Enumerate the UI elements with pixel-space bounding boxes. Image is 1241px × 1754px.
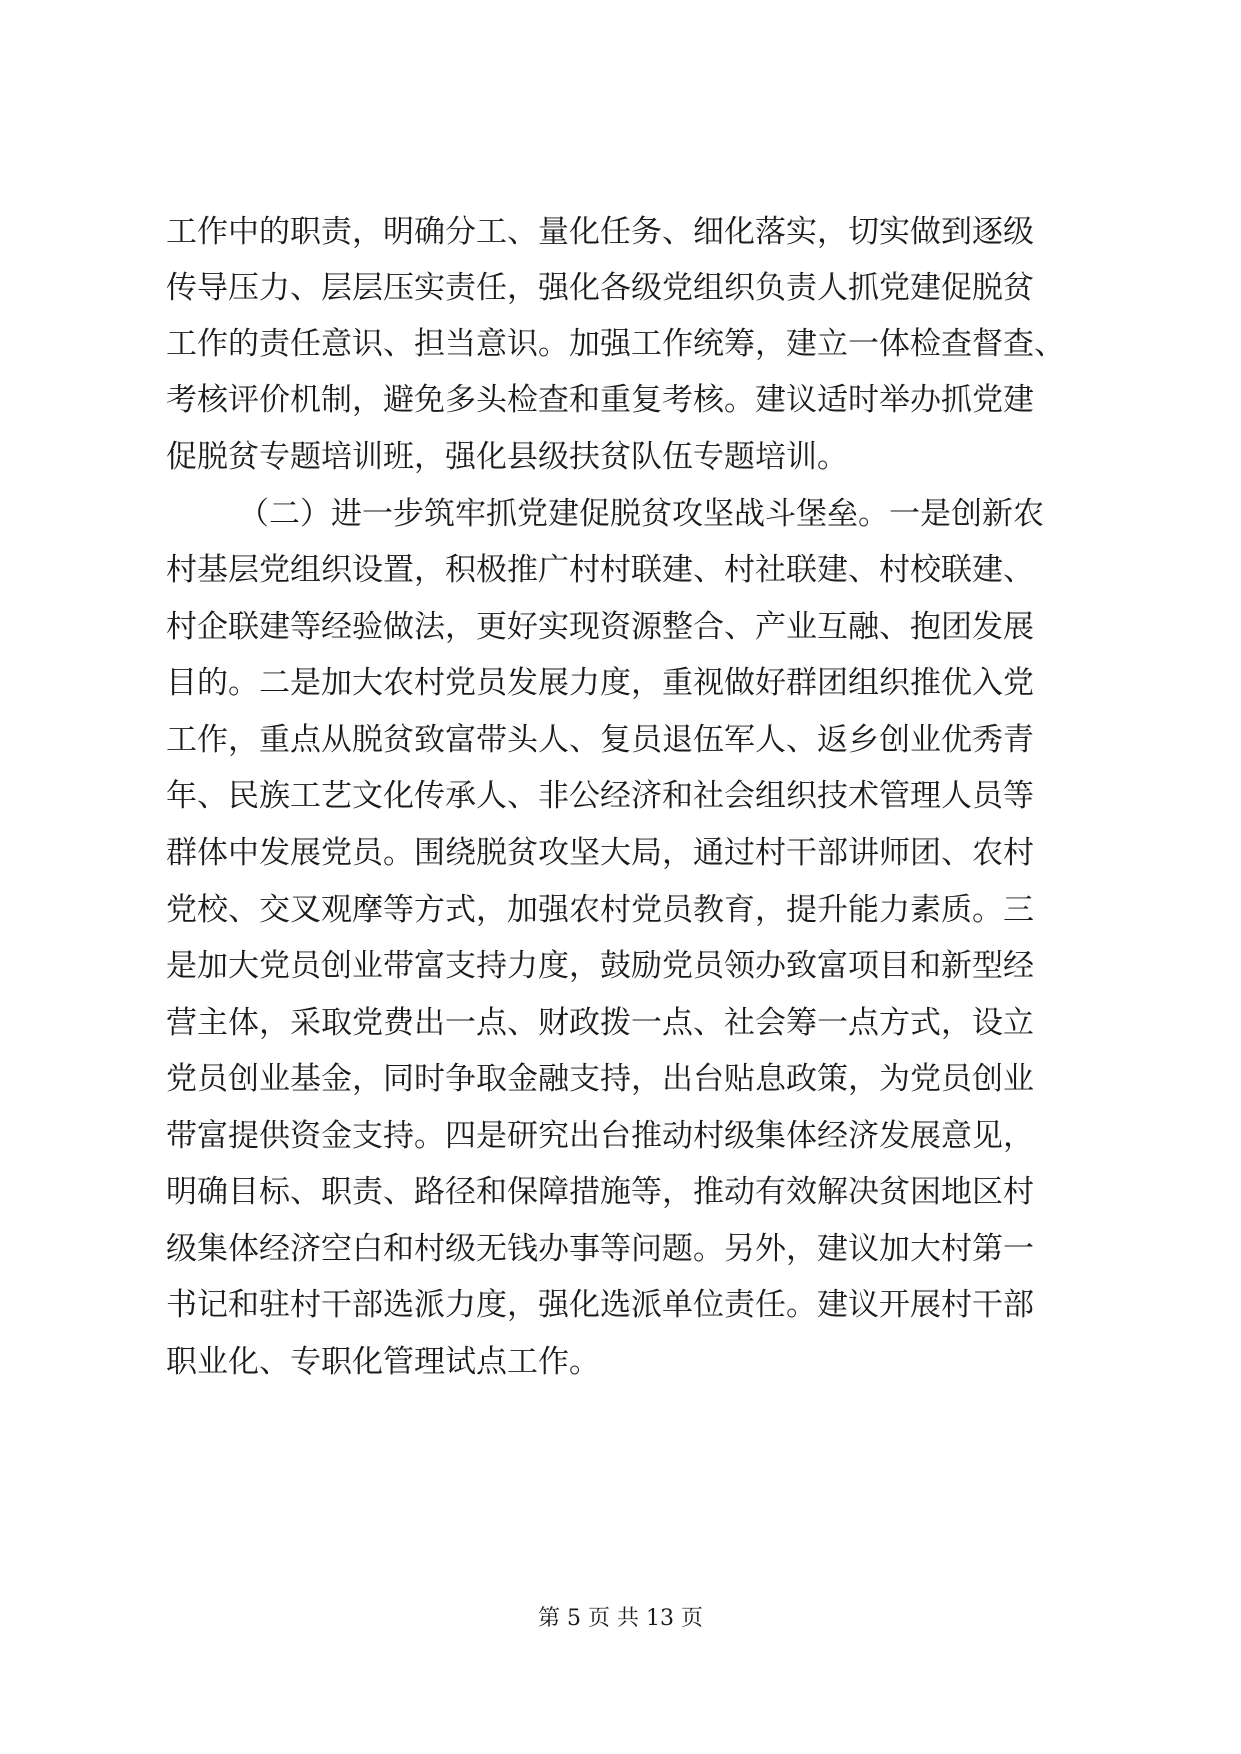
- text-line: 传导压力、层层压实责任，强化各级党组织负责人抓党建促脱贫: [166, 270, 1034, 306]
- text-line: 是加大党员创业带富支持力度，鼓励党员领办致富项目和新型经: [166, 948, 1034, 984]
- page-number-footer: 第 5 页 共 13 页: [538, 1606, 703, 1631]
- text-line: 级集体经济空白和村级无钱办事等问题。另外，建议加大村第一: [166, 1231, 1034, 1267]
- text-line: 促脱贫专题培训班，强化县级扶贫队伍专题培训。: [166, 439, 848, 475]
- text-line: 目的。二是加大农村党员发展力度，重视做好群团组织推优入党: [166, 665, 1034, 701]
- paragraph-heading-line: （二）进一步筑牢抓党建促脱贫攻坚战斗堡垒。一是创新农: [238, 496, 1044, 532]
- text-line: 工作的责任意识、担当意识。加强工作统筹，建立一体检查督查、: [166, 326, 1065, 362]
- text-line: 带富提供资金支持。四是研究出台推动村级集体经济发展意见，: [166, 1118, 1034, 1154]
- text-line: 考核评价机制，避免多头检查和重复考核。建议适时举办抓党建: [166, 382, 1034, 418]
- text-line: 党员创业基金，同时争取金融支持，出台贴息政策，为党员创业: [166, 1061, 1034, 1097]
- text-line: 党校、交叉观摩等方式，加强农村党员教育，提升能力素质。三: [166, 892, 1034, 928]
- text-line: 群体中发展党员。围绕脱贫攻坚大局，通过村干部讲师团、农村: [166, 835, 1034, 871]
- text-line: 工作中的职责，明确分工、量化任务、细化落实，切实做到逐级: [166, 214, 1034, 250]
- text-line: 明确目标、职责、路径和保障措施等，推动有效解决贫困地区村: [166, 1174, 1034, 1210]
- text-line: 职业化、专职化管理试点工作。: [166, 1344, 600, 1380]
- text-line: 营主体，采取党费出一点、财政拨一点、社会筹一点方式，设立: [166, 1005, 1034, 1041]
- text-line: 书记和驻村干部选派力度，强化选派单位责任。建议开展村干部: [166, 1287, 1034, 1323]
- text-line: 村企联建等经验做法，更好实现资源整合、产业互融、抱团发展: [166, 609, 1034, 645]
- text-line: 工作，重点从脱贫致富带头人、复员退伍军人、返乡创业优秀青: [166, 722, 1034, 758]
- text-line: 年、民族工艺文化传承人、非公经济和社会组织技术管理人员等: [166, 778, 1034, 814]
- text-line: 村基层党组织设置，积极推广村村联建、村社联建、村校联建、: [166, 552, 1034, 588]
